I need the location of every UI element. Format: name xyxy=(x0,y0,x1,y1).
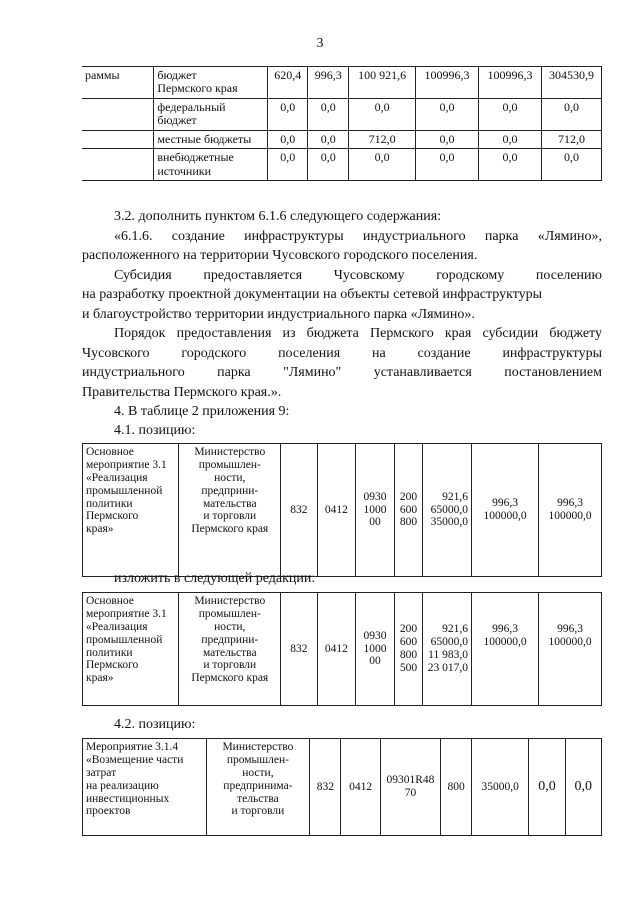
paragraph: индустриального парка "Лямино" устанавливается постановлением xyxy=(82,365,602,380)
table-cell: 200 600 800 xyxy=(394,444,422,577)
table-cell: местные бюджеты xyxy=(154,130,268,148)
table-cell: Основное мероприятие 3.1 «Реализация промышленной политики Пермского края» xyxy=(83,593,179,706)
table-cell: 0,0 xyxy=(479,149,542,181)
table-cell: 100996,3 xyxy=(479,67,542,99)
table-cell: 0,0 xyxy=(529,739,565,836)
paragraph: расположенного на территории Чусовского городского поселения. xyxy=(82,248,478,263)
table-cell: 832 xyxy=(310,739,341,836)
table-cell: 620,4 xyxy=(268,67,308,99)
table-cell: 0,0 xyxy=(479,98,542,130)
table-cell xyxy=(82,130,154,148)
table-cell: 0,0 xyxy=(308,130,349,148)
paragraph: 4. В таблице 2 приложения 9: xyxy=(114,404,290,419)
table-cell: 921,6 65000,0 11 983,0 23 017,0 xyxy=(423,593,472,706)
table-row xyxy=(82,130,602,148)
paragraph: Порядок предоставления из бюджета Пермского края субсидии бюджету xyxy=(114,326,602,341)
table-cell: 0,0 xyxy=(416,130,479,148)
table-cell: федеральный бюджет xyxy=(154,98,268,130)
table-cell: Министерство промышлен- ности, предприни- мательства и торговли Пермского края xyxy=(179,593,281,706)
table-cell: 996,3 100000,0 xyxy=(471,593,538,706)
table-cell: 304530,9 xyxy=(541,67,601,99)
table-cell: 0,0 xyxy=(349,149,416,181)
table-cell: Министерство промышлен- ности, предпринима- тельства и торговли xyxy=(206,739,310,836)
table-cell: 832 xyxy=(281,593,318,706)
table-cell xyxy=(82,149,154,181)
table-cell xyxy=(82,98,154,130)
table-cell: 0,0 xyxy=(416,149,479,181)
table-row xyxy=(83,444,602,577)
table-cell: 0412 xyxy=(317,593,356,706)
measure-table xyxy=(82,738,602,836)
table-cell: 0,0 xyxy=(565,739,601,836)
table-cell: 0930 1000 00 xyxy=(356,444,395,577)
table-cell: Основное мероприятие 3.1 «Реализация промышленной политики Пермского края» xyxy=(83,444,179,577)
table-cell: Мероприятие 3.1.4 «Возмещение части затрат на реализацию инвестиционных проектов xyxy=(83,739,207,836)
table-cell: 100996,3 xyxy=(416,67,479,99)
paragraph: и благоустройство территории индустриального парка «Лямино». xyxy=(82,307,475,322)
funding-table xyxy=(82,66,602,181)
table-cell: 712,0 xyxy=(541,130,601,148)
table-cell: раммы xyxy=(82,67,154,99)
table-cell: внебюджетные источники xyxy=(154,149,268,181)
paragraph: Субсидия предоставляется Чусовскому городскому поселению xyxy=(114,268,602,283)
table-cell: 832 xyxy=(281,444,318,577)
table-cell: 200 600 800 500 xyxy=(394,593,422,706)
table-cell: 0,0 xyxy=(416,98,479,130)
table-cell: 0,0 xyxy=(268,98,308,130)
paragraph: 4.2. позицию: xyxy=(114,717,196,732)
table-cell: 921,6 65000,0 35000,0 xyxy=(423,444,472,577)
table-cell: 0,0 xyxy=(479,130,542,148)
table-cell: 0,0 xyxy=(268,130,308,148)
table-cell: 0930 1000 00 xyxy=(356,593,395,706)
table-row xyxy=(83,739,602,836)
table-cell: 0,0 xyxy=(268,149,308,181)
table-row xyxy=(82,98,602,130)
paragraph: на разработку проектной документации на объекты сетевой инфраструктуры xyxy=(82,287,543,302)
table-row xyxy=(83,593,602,706)
paragraph: 4.1. позицию: xyxy=(114,423,196,438)
table-cell: 996,3 xyxy=(308,67,349,99)
table-cell: 712,0 xyxy=(349,130,416,148)
paragraph: изложить в следующей редакции: xyxy=(114,571,316,586)
table-row xyxy=(82,149,602,181)
page-number: 3 xyxy=(316,36,324,51)
table-cell: 0,0 xyxy=(308,98,349,130)
paragraph: Чусовского городского поселения на создание инфраструктуры xyxy=(82,346,602,361)
table-cell: 0,0 xyxy=(349,98,416,130)
table-cell: 996,3 100000,0 xyxy=(471,444,538,577)
position-table-old xyxy=(82,443,602,577)
paragraph: «6.1.6. создание инфраструктуры индустриального парка «Лямино», xyxy=(114,229,602,244)
table-cell: 800 xyxy=(441,739,472,836)
table-cell: бюджет Пермского края xyxy=(154,67,268,99)
table-cell: 996,3 100000,0 xyxy=(539,593,602,706)
paragraph: 3.2. дополнить пунктом 6.1.6 следующего содержания: xyxy=(114,209,442,224)
table-cell: 35000,0 xyxy=(472,739,529,836)
table-cell: 09301R48 70 xyxy=(380,739,440,836)
table-cell: 0,0 xyxy=(541,149,601,181)
table-cell: Министерство промышлен- ности, предприни- мательства и торговли Пермского края xyxy=(179,444,281,577)
table-cell: 0,0 xyxy=(308,149,349,181)
table-cell: 0412 xyxy=(341,739,380,836)
table-cell: 0412 xyxy=(317,444,356,577)
table-row xyxy=(82,67,602,99)
position-table-new xyxy=(82,592,602,706)
table-cell: 100 921,6 xyxy=(349,67,416,99)
table-cell: 0,0 xyxy=(541,98,601,130)
table-cell: 996,3 100000,0 xyxy=(539,444,602,577)
paragraph: Правительства Пермского края.». xyxy=(82,385,282,400)
